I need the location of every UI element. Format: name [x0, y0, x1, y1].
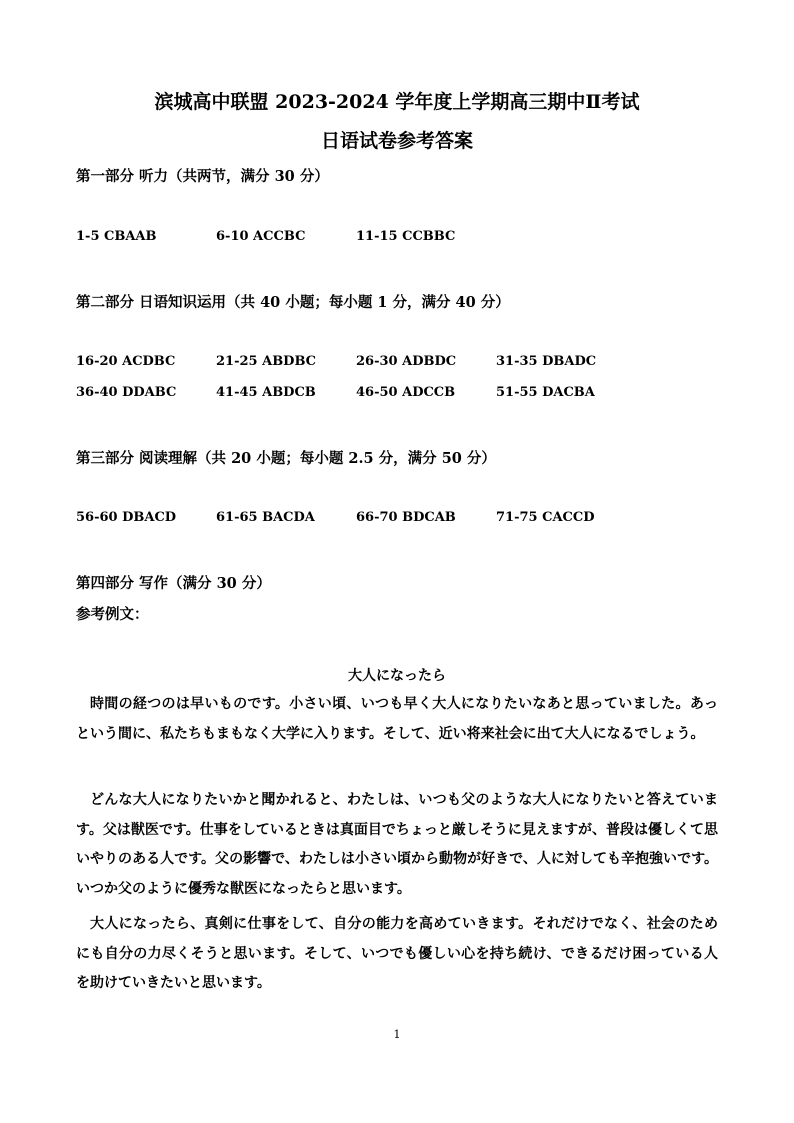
answer-group: 26-30 ADBDC [356, 354, 457, 369]
answer-group: 1-5 CBAAB [76, 229, 157, 244]
part1-heading: 第一部分 听力（共两节，满分 30 分） [76, 168, 329, 185]
answer-group: 6-10 ACCBC [216, 229, 306, 244]
answer-group: 66-70 BDCAB [356, 510, 456, 525]
answer-group: 61-65 BACDA [216, 510, 315, 525]
answer-group: 31-35 DBADC [496, 354, 597, 369]
part3-heading: 第三部分 阅读理解（共 20 小题；每小题 2.5 分，满分 50 分） [76, 450, 496, 467]
sample-essay-label: 参考例文： [76, 606, 149, 623]
essay-paragraph: 時間の経つのは早いものです。小さい頃、いつも早く大人になりたいなあと思っていました。あっという間に、私たちもまもなく大学に入ります。そして、近い将来社会に出て大人になるでしょう。 [76, 696, 718, 742]
answer-group: 21-25 ABDBC [216, 354, 317, 369]
page-subtitle: 日语试卷参考答案 [320, 130, 473, 152]
answer-group: 51-55 DACBA [496, 385, 595, 400]
essay-paragraph: どんな大人になりたいかと聞かれると、わたしは、いつも父のような大人になりたいと答えています。父は獣医です。仕事をしているときは真面目でちょっと厳しそうに見えますが、普段は優しくて思いやりのある人です。父の影響で、わたしは小さい頃から動物が好きで、人に対しても辛抱強いです。いつか父のように優秀な獣医になったらと思います。 [76, 792, 718, 897]
answer-group: 56-60 DBACD [76, 510, 177, 525]
essay-title: 大人になったら [348, 668, 446, 684]
page-number: 1 [393, 1028, 401, 1041]
page-title: 滨城高中联盟 2023-2024 学年度上学期高三期中Ⅱ考试 [154, 91, 640, 113]
answer-group: 46-50 ADCCB [356, 385, 456, 400]
answer-group: 36-40 DDABC [76, 385, 177, 400]
answer-group: 16-20 ACDBC [76, 354, 176, 369]
essay-paragraph: 大人になったら、真剣に仕事をして、自分の能力を高めていきます。それだけでなく、社会のためにも自分の力尽くそうと思います。そして、いつでも優しい心を持ち続け、できるだけ困っている人を助けていきたいと思います。 [76, 916, 718, 991]
answer-group: 11-15 CCBBC [356, 229, 456, 244]
part2-heading: 第二部分 日语知识运用（共 40 小题；每小题 1 分，满分 40 分） [76, 294, 510, 311]
answer-group: 71-75 CACCD [496, 510, 595, 525]
part4-heading: 第四部分 写作（满分 30 分） [76, 575, 271, 592]
answer-group: 41-45 ABDCB [216, 385, 316, 400]
